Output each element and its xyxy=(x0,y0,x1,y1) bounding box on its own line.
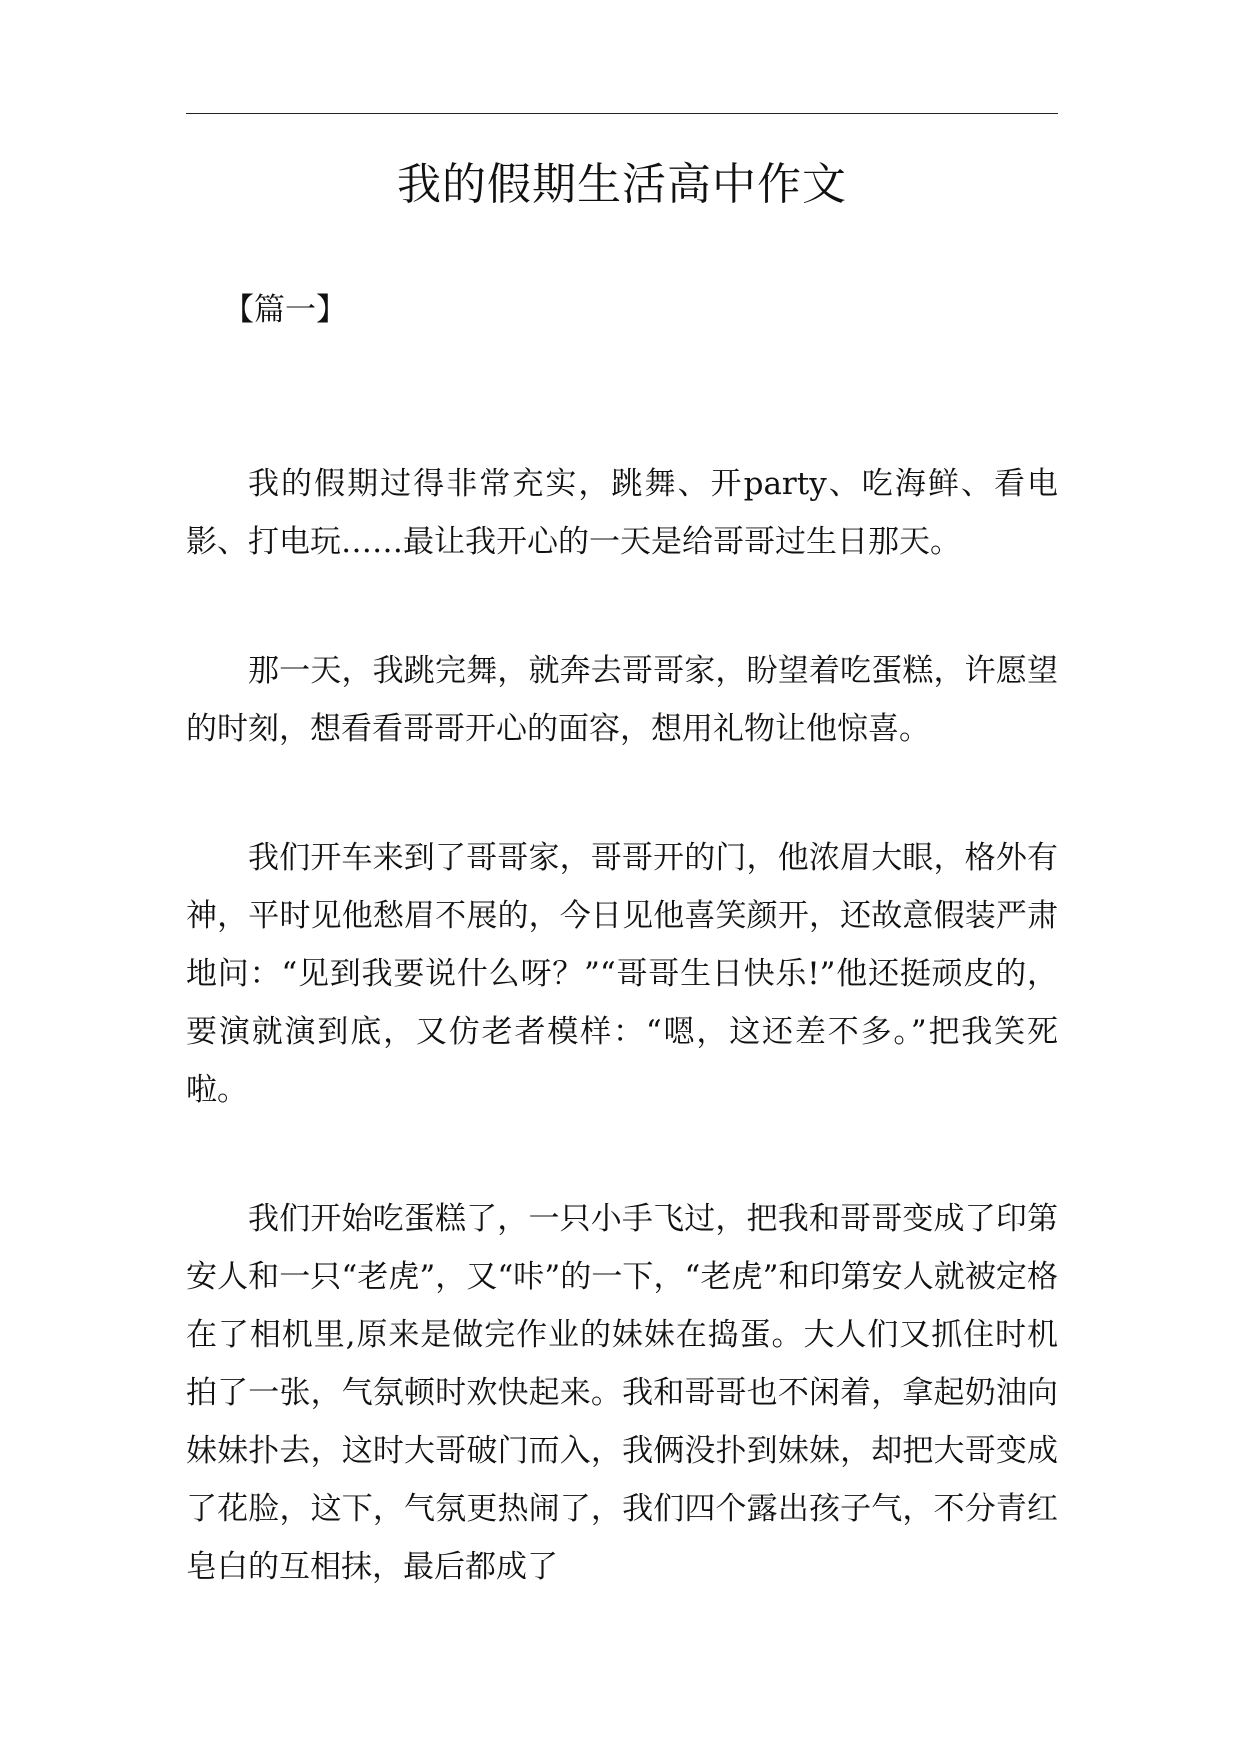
section-label: 【篇一】 xyxy=(223,292,347,328)
paragraph-2: 那一天，我跳完舞，就奔去哥哥家，盼望着吃蛋糕，许愿望的时刻，想看看哥哥开心的面容，想用礼物让他惊喜。 xyxy=(186,653,1058,747)
header-rule xyxy=(186,113,1058,114)
paragraph-4: 我们开始吃蛋糕了，一只小手飞过，把我和哥哥变成了印第安人和一只“老虎”，又“咔”的一下，“老虎”和印第安人就被定格在了相机里,原来是做完作业的妹妹在捣蛋。大人们又抓住时机拍了一张，气氛顿时欢快起来。我和哥哥也不闲着，拿起奶油向妹妹扑去，这时大哥破门而入，我俩没扑到妹妹，却把大哥变成了花脸，这下，气氛更热闹了，我们四个露出孩子气，不分青红皂白的互相抹，最后都成了 xyxy=(186,1201,1058,1585)
essay-body xyxy=(186,455,1058,1667)
paragraph-3: 我们开车来到了哥哥家，哥哥开的门，他浓眉大眼，格外有神，平时见他愁眉不展的，今日见他喜笑颜开，还故意假装严肃地问：“见到我要说什么呀？”“哥哥生日快乐!”他还挺顽皮的，要演就演到底，又仿老者模样：“嗯，这还差不多。”把我笑死啦。 xyxy=(186,840,1058,1108)
page-title: 我的假期生活高中作文 xyxy=(397,159,847,210)
paragraph-1: 我的假期过得非常充实，跳舞、开party、吃海鲜、看电影、打电玩……最让我开心的一天是给哥哥过生日那天。 xyxy=(186,466,1058,560)
